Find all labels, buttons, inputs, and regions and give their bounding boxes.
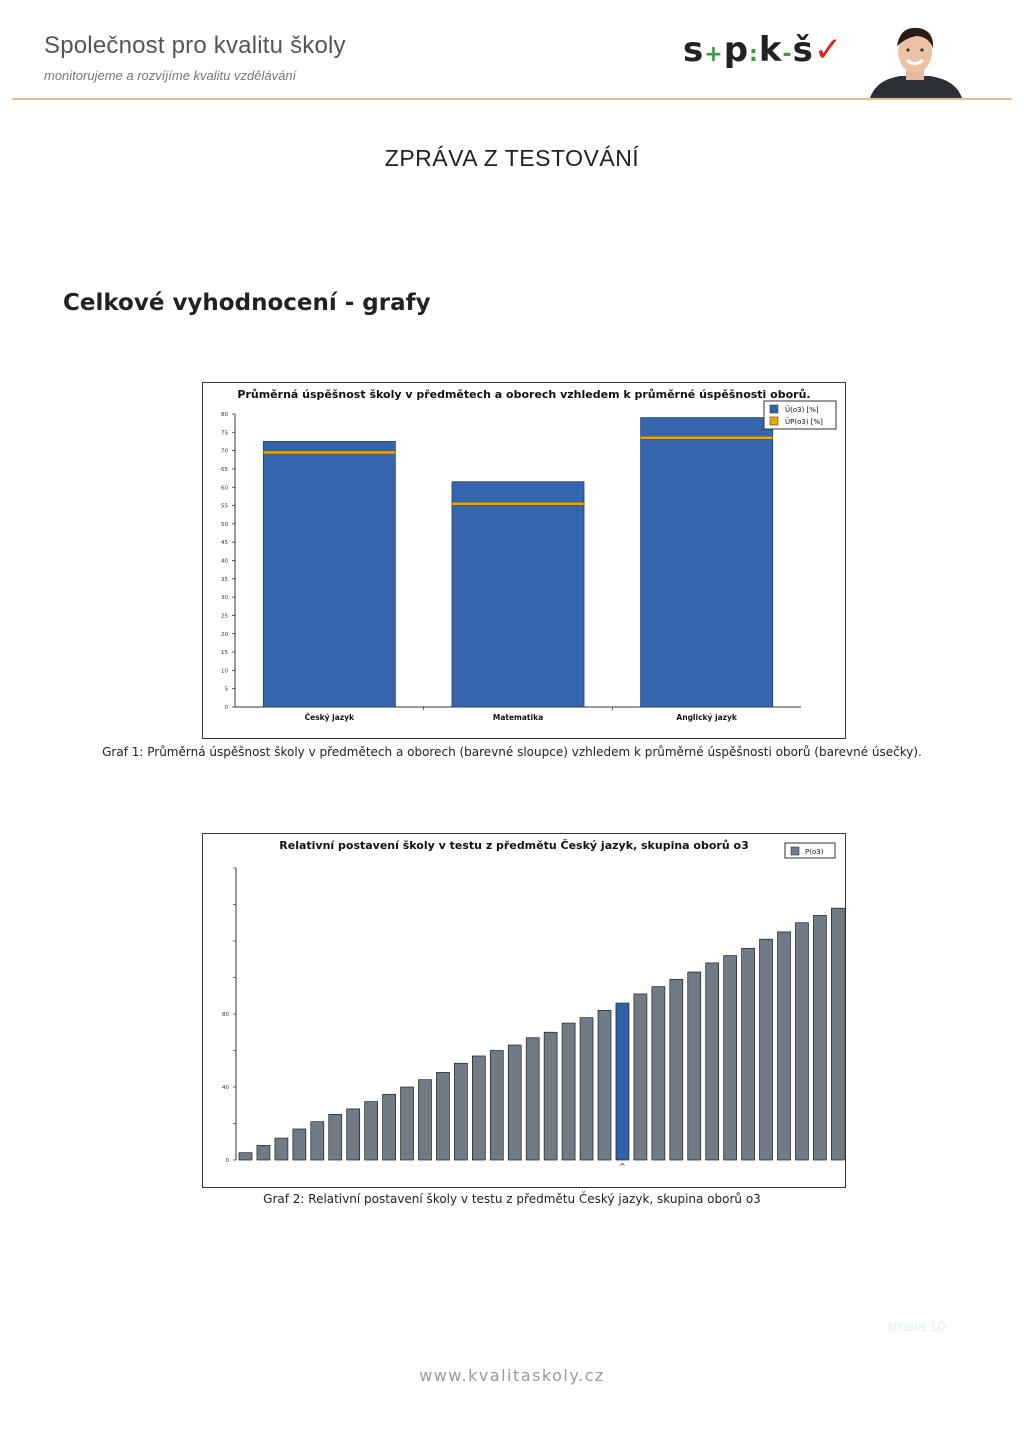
logo-separator-dash: - bbox=[782, 42, 793, 67]
y-tick-label: 70 bbox=[221, 448, 228, 455]
y-tick-label: 10 bbox=[221, 668, 228, 675]
field-average-line-0 bbox=[263, 451, 395, 454]
bar-30 bbox=[778, 932, 791, 1160]
section-heading: Celkové vyhodnocení - grafy bbox=[63, 290, 431, 316]
y-tick-label: 0 bbox=[224, 705, 228, 711]
bar-12 bbox=[454, 1063, 467, 1160]
legend-label-p: P(o3) bbox=[805, 848, 824, 856]
field-average-line-1 bbox=[452, 502, 584, 505]
logo-letter-p: p bbox=[723, 30, 750, 70]
y-tick-label: 75 bbox=[221, 430, 228, 437]
legend-label-field: ŪP(o3) [%] bbox=[785, 418, 823, 426]
y-tick-label: 45 bbox=[221, 540, 228, 547]
chart-average-success bbox=[202, 382, 846, 739]
legend-swatch-field bbox=[770, 417, 778, 425]
bar-6 bbox=[347, 1109, 360, 1160]
organization-tagline: monitorujeme a rozvíjíme kvalitu vzdělávání bbox=[44, 68, 297, 83]
school-position-marker: ^ bbox=[619, 1162, 626, 1171]
organization-name: Společnost pro kvalitu školy bbox=[44, 32, 346, 59]
chart2-caption: Graf 2: Relativní postavení školy v testu z předmětu Český jazyk, skupina oborů o3 bbox=[263, 1192, 761, 1206]
bar-20 bbox=[598, 1010, 611, 1160]
woman-portrait-photo bbox=[862, 22, 968, 98]
bar-2 bbox=[641, 418, 773, 707]
check-icon: ✓ bbox=[813, 30, 844, 70]
bar-25 bbox=[688, 972, 701, 1160]
bar-13 bbox=[472, 1056, 485, 1160]
logo-separator-plus: + bbox=[704, 42, 724, 67]
page-number: strana 10 bbox=[887, 1318, 946, 1334]
x-tick-label: Anglický jazyk bbox=[676, 713, 737, 722]
chart-title: Průměrná úspěšnost školy v předmětech a oborech vzhledem k průměrné úspěšnosti oborů. bbox=[237, 388, 811, 401]
bar-0 bbox=[239, 1153, 252, 1160]
bar-4 bbox=[311, 1122, 324, 1160]
footer-url: www.kvalitaskoly.cz bbox=[419, 1366, 605, 1385]
bar-15 bbox=[508, 1045, 521, 1160]
bar-23 bbox=[652, 987, 665, 1160]
bar-9 bbox=[401, 1087, 414, 1160]
bar-17 bbox=[544, 1032, 557, 1160]
bar-21 bbox=[616, 1003, 629, 1160]
bar-19 bbox=[580, 1018, 593, 1160]
bar-28 bbox=[742, 948, 755, 1160]
y-tick-label: 80 bbox=[221, 412, 228, 418]
chart-title: Relativní postavení školy v testu z předmětu Český jazyk, skupina oborů o3 bbox=[279, 839, 749, 852]
y-tick-label: 35 bbox=[221, 576, 228, 583]
y-tick-label: 40 bbox=[221, 558, 228, 565]
y-tick-label: 25 bbox=[221, 613, 228, 620]
legend-label-school: Ū(o3) [%] bbox=[785, 406, 819, 414]
bar-10 bbox=[419, 1080, 432, 1160]
bar-33 bbox=[831, 908, 844, 1160]
chart-legend bbox=[764, 401, 836, 429]
chart1-caption: Graf 1: Průměrná úspěšnost školy v předmětech a oborech (barevné sloupce) vzhledem k průměrné úspěšnosti oborů (barevné úsečky). bbox=[102, 745, 922, 759]
y-tick-label: 0 bbox=[225, 1158, 229, 1164]
bar-26 bbox=[706, 963, 719, 1160]
bar-22 bbox=[634, 994, 647, 1160]
chart-relative-position-svg bbox=[203, 834, 845, 1187]
spkss-logo bbox=[683, 30, 843, 70]
bar-32 bbox=[813, 915, 826, 1160]
bar-3 bbox=[293, 1129, 306, 1160]
chart-relative-position bbox=[202, 833, 846, 1188]
bar-14 bbox=[490, 1051, 503, 1161]
bar-0 bbox=[263, 441, 395, 707]
bar-16 bbox=[526, 1038, 539, 1160]
bar-24 bbox=[670, 979, 683, 1160]
bar-7 bbox=[365, 1102, 378, 1160]
header-divider bbox=[12, 98, 1012, 100]
bar-18 bbox=[562, 1023, 575, 1160]
logo-letter-sh: š bbox=[792, 30, 814, 70]
bar-2 bbox=[275, 1138, 288, 1160]
x-tick-label: Matematika bbox=[492, 713, 544, 722]
legend-swatch-p bbox=[791, 847, 799, 855]
bar-8 bbox=[383, 1094, 396, 1160]
bar-29 bbox=[760, 939, 773, 1160]
bar-11 bbox=[436, 1072, 449, 1160]
y-tick-label: 55 bbox=[221, 503, 228, 510]
x-tick-label: Český jazyk bbox=[304, 713, 355, 722]
y-tick-label: 30 bbox=[221, 595, 228, 602]
y-tick-label: 15 bbox=[221, 650, 228, 657]
y-tick-label: 50 bbox=[221, 521, 228, 528]
logo-separator-colon: : bbox=[749, 42, 759, 67]
chart-legend bbox=[785, 843, 835, 858]
logo-letter-s: s bbox=[683, 30, 705, 70]
logo-letter-k: k bbox=[758, 30, 783, 70]
y-tick-label: 40 bbox=[222, 1085, 229, 1091]
report-title: ZPRÁVA Z TESTOVÁNÍ bbox=[384, 145, 640, 171]
legend-swatch-school bbox=[770, 405, 778, 413]
bar-31 bbox=[795, 923, 808, 1160]
y-tick-label: 5 bbox=[224, 686, 228, 693]
bar-27 bbox=[724, 956, 737, 1160]
y-tick-label: 60 bbox=[221, 485, 228, 492]
y-tick-label: 65 bbox=[221, 466, 228, 473]
field-average-line-2 bbox=[641, 436, 773, 439]
bar-1 bbox=[257, 1145, 270, 1160]
y-tick-label: 80 bbox=[222, 1012, 229, 1018]
bar-5 bbox=[329, 1114, 342, 1160]
chart-average-success-svg bbox=[203, 383, 845, 738]
y-tick-label: 20 bbox=[221, 631, 228, 638]
bar-1 bbox=[452, 482, 584, 707]
